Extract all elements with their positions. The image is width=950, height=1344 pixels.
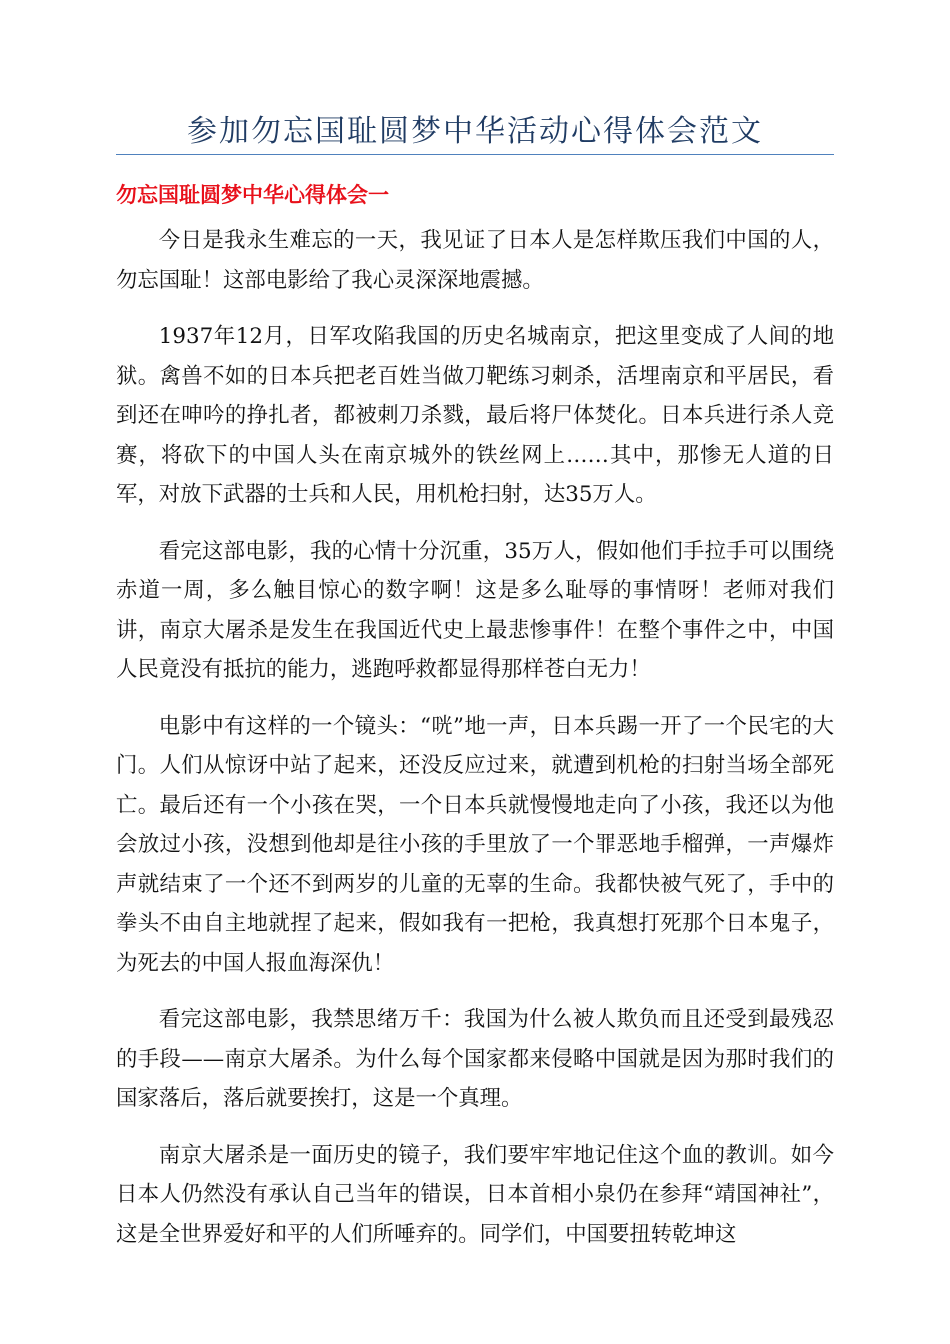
paragraph: 电影中有这样的一个镜头：“咣”地一声，日本兵踢一开了一个民宅的大门。人们从惊讶中站了起来，还没反应过来，就遭到机枪的扫射当场全部死亡。最后还有一个小孩在哭，一个日本兵就慢慢地走向了小孩，我还以为他会放过小孩，没想到他却是往小孩的手里放了一个罪恶地手榴弹，一声爆炸声就结束了一个还不到两岁的儿童的无辜的生命。我都快被气死了，手中的拳头不由自主地就捏了起来，假如我有一把枪，我真想打死那个日本鬼子，为死去的中国人报血海深仇！ — [116, 713, 834, 976]
paragraph: 看完这部电影，我禁思绪万千：我国为什么被人欺负而且还受到最残忍的手段——南京大屠杀。为什么每个国家都来侵略中国就是因为那时我们的国家落后，落后就要挨打，这是一个真理。 — [116, 1007, 834, 1111]
paragraph: 今日是我永生难忘的一天，我见证了日本人是怎样欺压我们中国的人，勿忘国耻！这部电影给了我心灵深深地震撼。 — [116, 228, 834, 293]
paragraph: 南京大屠杀是一面历史的镜子，我们要牢牢地记住这个血的教训。如今日本人仍然没有承认自己当年的错误，日本首相小泉仍在参拜“靖国神社”，这是全世界爱好和平的人们所唾弃的。同学们，中国要扭转乾坤这 — [116, 1142, 834, 1247]
title-underline-rule — [116, 154, 834, 155]
section-heading: 勿忘国耻圆梦中华心得体会一 — [116, 183, 389, 207]
document-title: 参加勿忘国耻圆梦中华活动心得体会范文 — [187, 114, 763, 149]
document-body — [116, 221, 834, 1271]
paragraph: 1937年12月，日军攻陷我国的历史名城南京，把这里变成了人间的地狱。禽兽不如的日本兵把老百姓当做刀靶练习刺杀，活埋南京和平居民，看到还在呻吟的挣扎者，都被刺刀杀戮，最后将尸体焚化。日本兵进行杀人竞赛，将砍下的中国人头在南京城外的铁丝网上……其中，那惨无人道的日军，对放下武器的士兵和人民，用机枪扫射，达35万人。 — [116, 324, 834, 507]
paragraph: 看完这部电影，我的心情十分沉重，35万人，假如他们手拉手可以围绕赤道一周，多么触目惊心的数字啊！这是多么耻辱的事情呀！老师对我们讲，南京大屠杀是发生在我国近代史上最悲惨事件！在整个事件之中，中国人民竟没有抵抗的能力，逃跑呼救都显得那样苍白无力！ — [116, 538, 834, 682]
